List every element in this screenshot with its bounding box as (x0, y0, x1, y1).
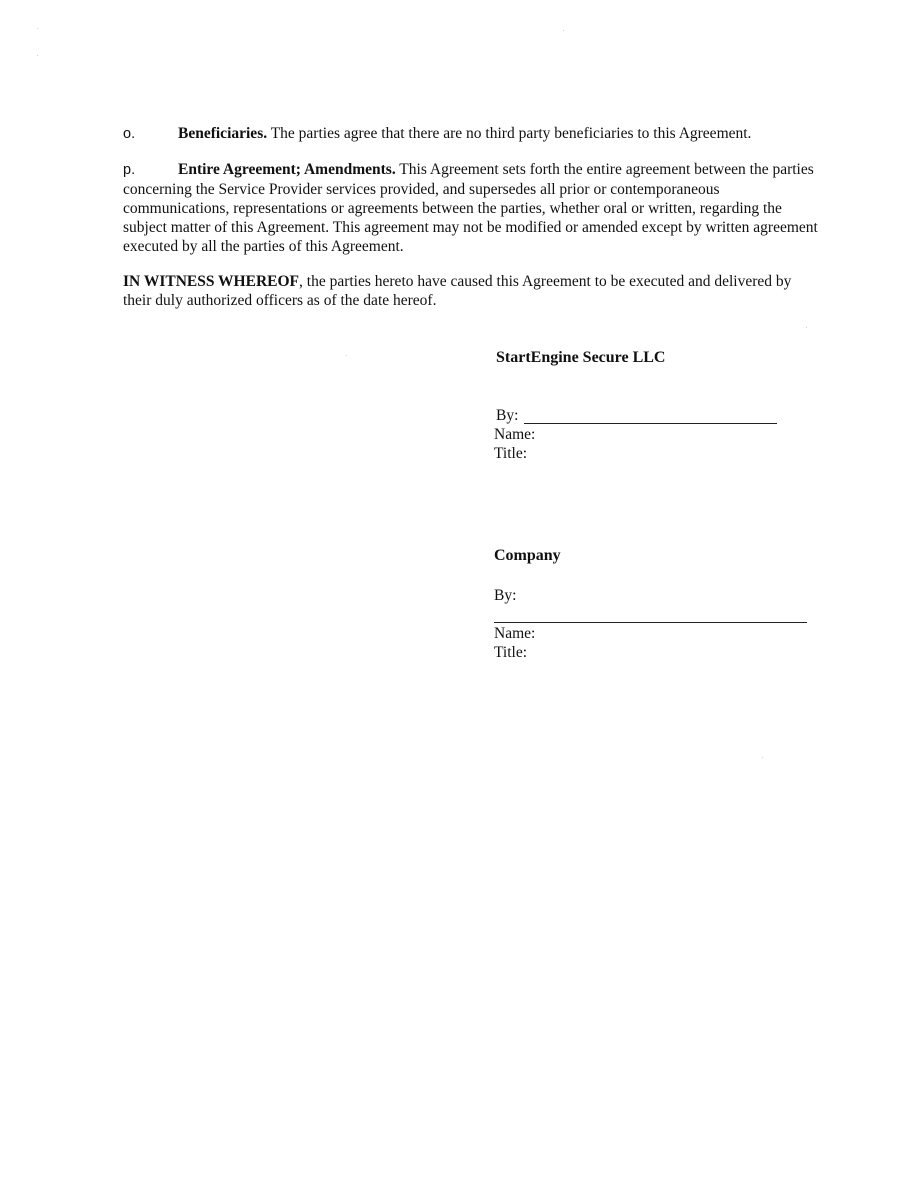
signature-name-label: Name: (494, 625, 536, 642)
signature-title-label: Title: (494, 644, 528, 661)
scan-speck (563, 30, 564, 31)
scan-speck (346, 355, 347, 356)
signature-block-company (494, 546, 814, 565)
scan-speck (37, 28, 38, 29)
signature-name-label: Name: (494, 426, 536, 443)
clause-entire-agreement (123, 160, 823, 256)
signature-line (524, 423, 777, 424)
clause-beneficiaries (123, 124, 823, 144)
clause-letter: o. (123, 126, 136, 142)
clause-text: The parties agree that there are no third party beneficiaries to this Agreement. (267, 125, 752, 142)
scan-speck (37, 55, 38, 56)
signature-title-label: Title: (494, 445, 528, 462)
scan-speck (762, 757, 763, 758)
witness-paragraph (123, 272, 823, 310)
signature-by-label: By: (496, 407, 519, 424)
signature-by-label: By: (494, 587, 517, 604)
signature-line (494, 622, 807, 623)
clause-heading: Beneficiaries. (178, 125, 268, 142)
clause-text: This Agreement sets forth the entire agreement between the parties concerning the Service Provider services provided, and supersedes all prior or contemporaneous communications, representations or agreements between the parties, whether oral or written, regarding the subject matter of this Agreement. This agreement may not be modified or amended except by written agreement executed by all the parties of this Agreement. (123, 161, 818, 255)
clause-heading: Entire Agreement; Amendments. (178, 161, 396, 178)
witness-lead: IN WITNESS WHEREOF (123, 273, 300, 290)
witness-text: , the parties hereto have caused this Agreement to be executed and delivered by their duly authorized officers as of the date hereof. (123, 273, 792, 309)
signatory-party-name: Company (494, 547, 561, 564)
signatory-party-name: StartEngine Secure LLC (496, 349, 666, 366)
clause-letter: p. (123, 162, 136, 178)
signature-block-startengine (496, 348, 816, 367)
scan-speck (806, 327, 807, 328)
